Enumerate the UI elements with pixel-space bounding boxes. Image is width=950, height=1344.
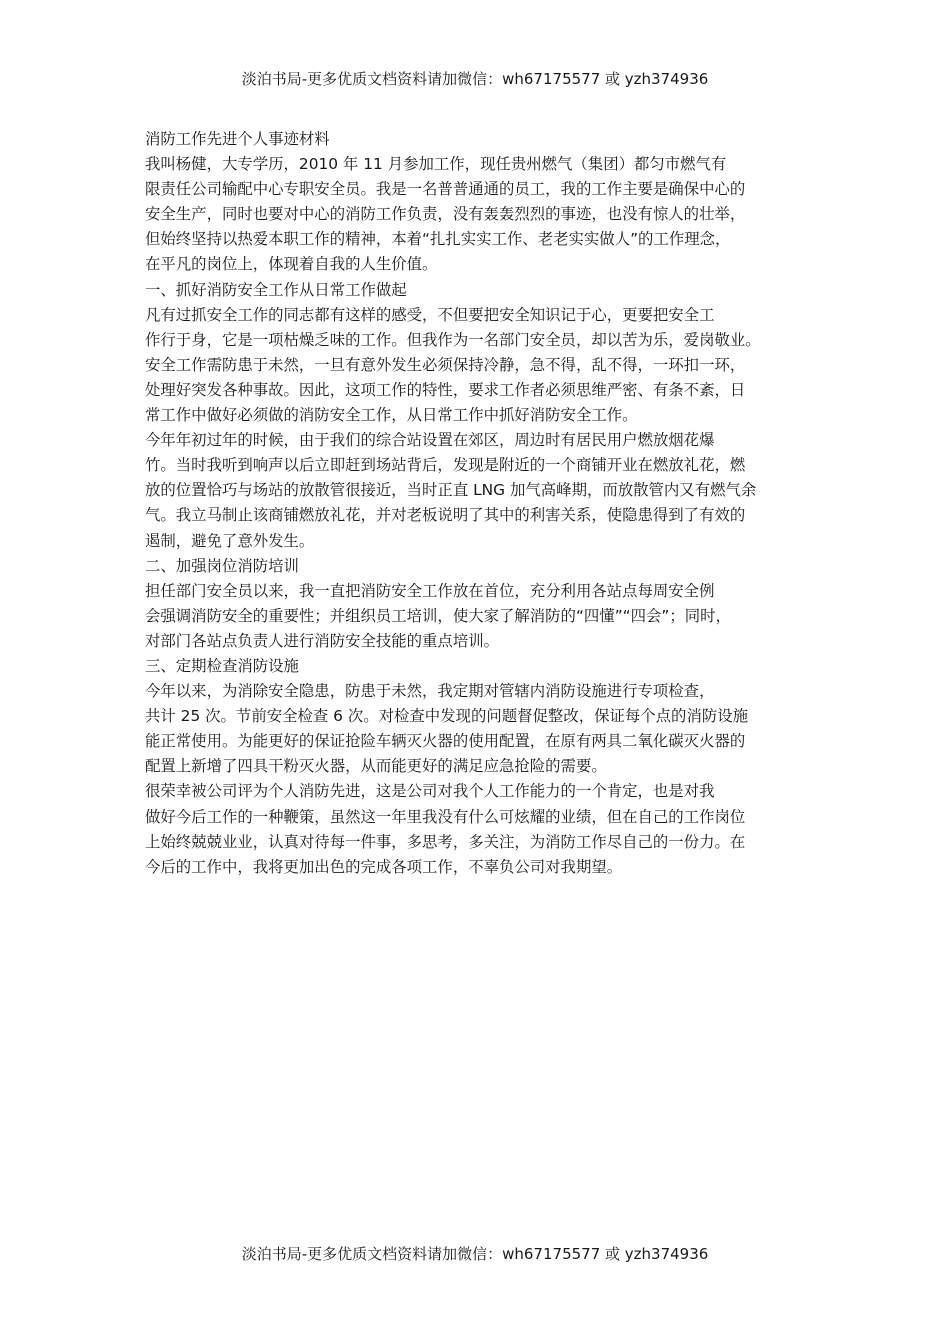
- paragraph-line: 遏制，避免了意外发生。: [145, 531, 315, 550]
- section-heading-3: 三、定期检查消防设施: [145, 656, 299, 675]
- section-heading-2: 二、加强岗位消防培训: [145, 556, 299, 575]
- page-header: 淡泊书局-更多优质文档资料请加微信：wh67175577 或 yzh374936: [241, 70, 709, 88]
- paragraph-line: 处理好突发各种事故。因此，这项工作的特性，要求工作者必须思维严密、有条不紊，日: [145, 380, 746, 399]
- paragraph-line: 担任部门安全员以来，我一直把消防安全工作放在首位，充分利用各站点每周安全例: [145, 581, 715, 600]
- paragraph-line: 做好今后工作的一种鞭策，虽然这一年里我没有什么可炫耀的业绩，但在自己的工作岗位: [145, 807, 746, 826]
- paragraph-line: 凡有过抓安全工作的同志都有这样的感受，不但要把安全知识记于心，更要把安全工: [145, 305, 715, 324]
- paragraph-line: 会强调消防安全的重要性；并组织员工培训，使大家了解消防的“四懂”“四会”；同时，: [145, 606, 731, 625]
- paragraph-line: 竹。当时我听到响声以后立即赶到场站背后，发现是附近的一个商铺开业在燃放礼花，燃: [145, 456, 746, 475]
- paragraph-line: 对部门各站点负责人进行消防安全技能的重点培训。: [145, 631, 499, 650]
- paragraph-line: 今后的工作中，我将更加出色的完成各项工作，不辜负公司对我期望。: [145, 857, 623, 876]
- paragraph-line: 今年年初过年的时候，由于我们的综合站设置在郊区，周边时有居民用户燃放烟花爆: [145, 431, 715, 450]
- paragraph-line: 上始终兢兢业业，认真对待每一件事，多思考，多关注，为消防工作尽自己的一份力。在: [145, 832, 746, 851]
- document-title: 消防工作先进个人事迹材料: [145, 130, 330, 148]
- paragraph-line: 配置上新增了四具干粉灭火器，从而能更好的满足应急抢险的需要。: [145, 757, 607, 776]
- paragraph-line: 气。我立马制止该商铺燃放礼花，并对老板说明了其中的利害关系，使隐患得到了有效的: [145, 506, 746, 525]
- document-body: [145, 127, 815, 880]
- paragraph-line: 今年以来，为消除安全隐患，防患于未然，我定期对管辖内消防设施进行专项检查，: [145, 682, 715, 701]
- paragraph-line: 作行于身，它是一项枯燥乏味的工作。但我作为一名部门安全员，却以苦为乐，爱岗敬业。: [145, 330, 761, 349]
- paragraph-line: 共计 25 次。节前安全检查 6 次。对检查中发现的问题督促整改，保证每个点的消防设施: [145, 707, 749, 726]
- paragraph-line: 能正常使用。为能更好的保证抢险车辆灭火器的使用配置，在原有两具二氧化碳灭火器的: [145, 732, 746, 751]
- paragraph-line: 安全生产，同时也要对中心的消防工作负责，没有轰轰烈烈的事迹，也没有惊人的壮举，: [145, 205, 746, 224]
- paragraph-line: 放的位置恰巧与场站的放散管很接近，当时正直 LNG 加气高峰期，而放散管内又有燃气余: [145, 481, 757, 500]
- paragraph-line: 我叫杨健，大专学历，2010 年 11 月参加工作，现任贵州燃气（集团）都匀市燃气有: [145, 155, 727, 174]
- section-heading-1: 一、抓好消防安全工作从日常工作做起: [145, 280, 407, 299]
- paragraph-line: 很荣幸被公司评为个人消防先进，这是公司对我个人工作能力的一个肯定，也是对我: [145, 782, 715, 801]
- paragraph-line: 但始终坚持以热爱本职工作的精神，本着“扎扎实实工作、老老实实做人”的工作理念，: [145, 230, 731, 249]
- paragraph-line: 在平凡的岗位上，体现着自我的人生价值。: [145, 255, 438, 274]
- paragraph-line: 安全工作需防患于未然，一旦有意外发生必须保持冷静，急不得，乱不得，一环扣一环，: [145, 355, 746, 374]
- paragraph-line: 限责任公司输配中心专职安全员。我是一名普普通通的员工，我的工作主要是确保中心的: [145, 180, 746, 199]
- page-footer: 淡泊书局-更多优质文档资料请加微信：wh67175577 或 yzh374936: [241, 1245, 709, 1263]
- paragraph-line: 常工作中做好必须做的消防安全工作，从日常工作中抓好消防安全工作。: [145, 406, 638, 425]
